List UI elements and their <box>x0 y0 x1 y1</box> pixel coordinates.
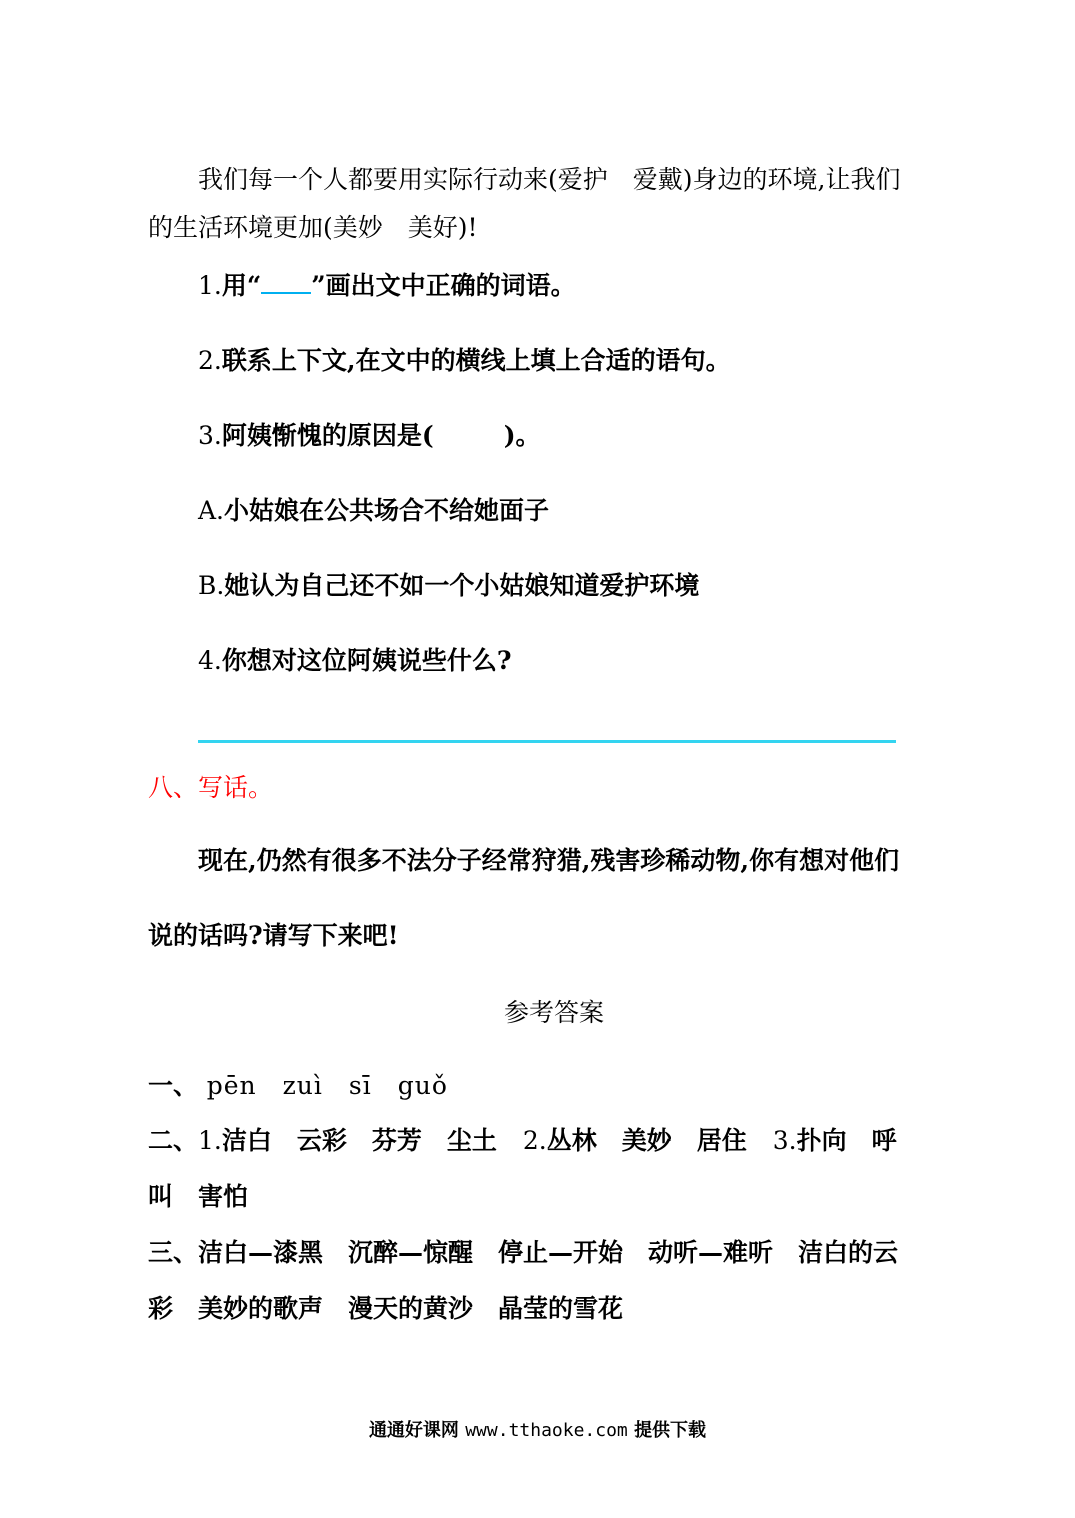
question-1-post: ”画出文中正确的词语。 <box>311 271 576 300</box>
option-a <box>198 495 549 527</box>
page-footer <box>0 1416 1075 1442</box>
question-1-pre: 用“ <box>221 271 262 300</box>
footer-url[interactable]: www.tthaoke.com <box>465 1420 628 1441</box>
section-8-line-1: 现在,仍然有很多不法分子经常狩猎,残害珍稀动物,你有想对他们 <box>198 846 900 875</box>
option-b-text: 她认为自己还不如一个小姑娘知道爱护环境 <box>224 571 700 600</box>
answer-3-line-1: 三、洁白—漆黑 沉醉—惊醒 停止—开始 动听—难听 洁白的云 <box>148 1238 899 1267</box>
answers-title: 参考答案 <box>503 998 604 1027</box>
footer-site-name: 通通好课网 <box>368 1420 459 1441</box>
section-8-heading: 八、写话。 <box>148 773 274 802</box>
answer-writing-line[interactable] <box>198 740 896 743</box>
answer-2-text-1: 洁白 云彩 芬芳 尘土 <box>221 1126 497 1155</box>
question-3-pre: 阿姨惭愧的原因是( <box>221 421 434 450</box>
answer-1-pinyin: pēn zuì sī guǒ <box>206 1071 448 1100</box>
answer-2-line-2: 叫 害怕 <box>148 1182 249 1211</box>
question-1 <box>198 270 576 302</box>
underline-sample <box>261 270 311 294</box>
question-2 <box>198 345 731 377</box>
option-a-letter: A. <box>198 496 225 525</box>
question-1-number: 1. <box>198 271 222 300</box>
question-4-text: 你想对这位阿姨说些什么? <box>221 646 512 675</box>
answer-2-num-3: 3. <box>772 1126 797 1155</box>
question-2-text: 联系上下文,在文中的横线上填上合适的语句。 <box>221 346 731 375</box>
answer-1-label: 一、 <box>148 1071 199 1100</box>
passage-line-2: 的生活环境更加(美妙 美好)! <box>148 213 478 242</box>
answer-1 <box>148 1070 448 1102</box>
option-b-letter: B. <box>198 571 225 600</box>
question-3-post: )。 <box>503 421 541 450</box>
answer-2-line-1 <box>148 1125 897 1157</box>
answer-2-num-1: 1. <box>198 1126 222 1155</box>
question-4 <box>198 645 512 677</box>
answer-2-text-2: 丛林 美妙 居住 <box>546 1126 747 1155</box>
answer-2-label: 二、 <box>148 1126 199 1155</box>
option-a-text: 小姑娘在公共场合不给她面子 <box>224 496 550 525</box>
section-8-line-2: 说的话吗?请写下来吧! <box>148 921 399 950</box>
answer-2-num-2: 2. <box>522 1126 547 1155</box>
question-3-number: 3. <box>198 421 222 450</box>
footer-download-text: 提供下载 <box>634 1420 707 1441</box>
question-3 <box>198 420 541 452</box>
answer-2-text-3: 扑向 呼 <box>796 1126 897 1155</box>
question-2-number: 2. <box>198 346 222 375</box>
question-4-number: 4. <box>198 646 222 675</box>
option-b <box>198 570 699 602</box>
answer-3-line-2: 彩 美妙的歌声 漫天的黄沙 晶莹的雪花 <box>148 1294 624 1323</box>
passage-line-1: 我们每一个人都要用实际行动来(爱护 爱戴)身边的环境,让我们 <box>198 165 901 194</box>
